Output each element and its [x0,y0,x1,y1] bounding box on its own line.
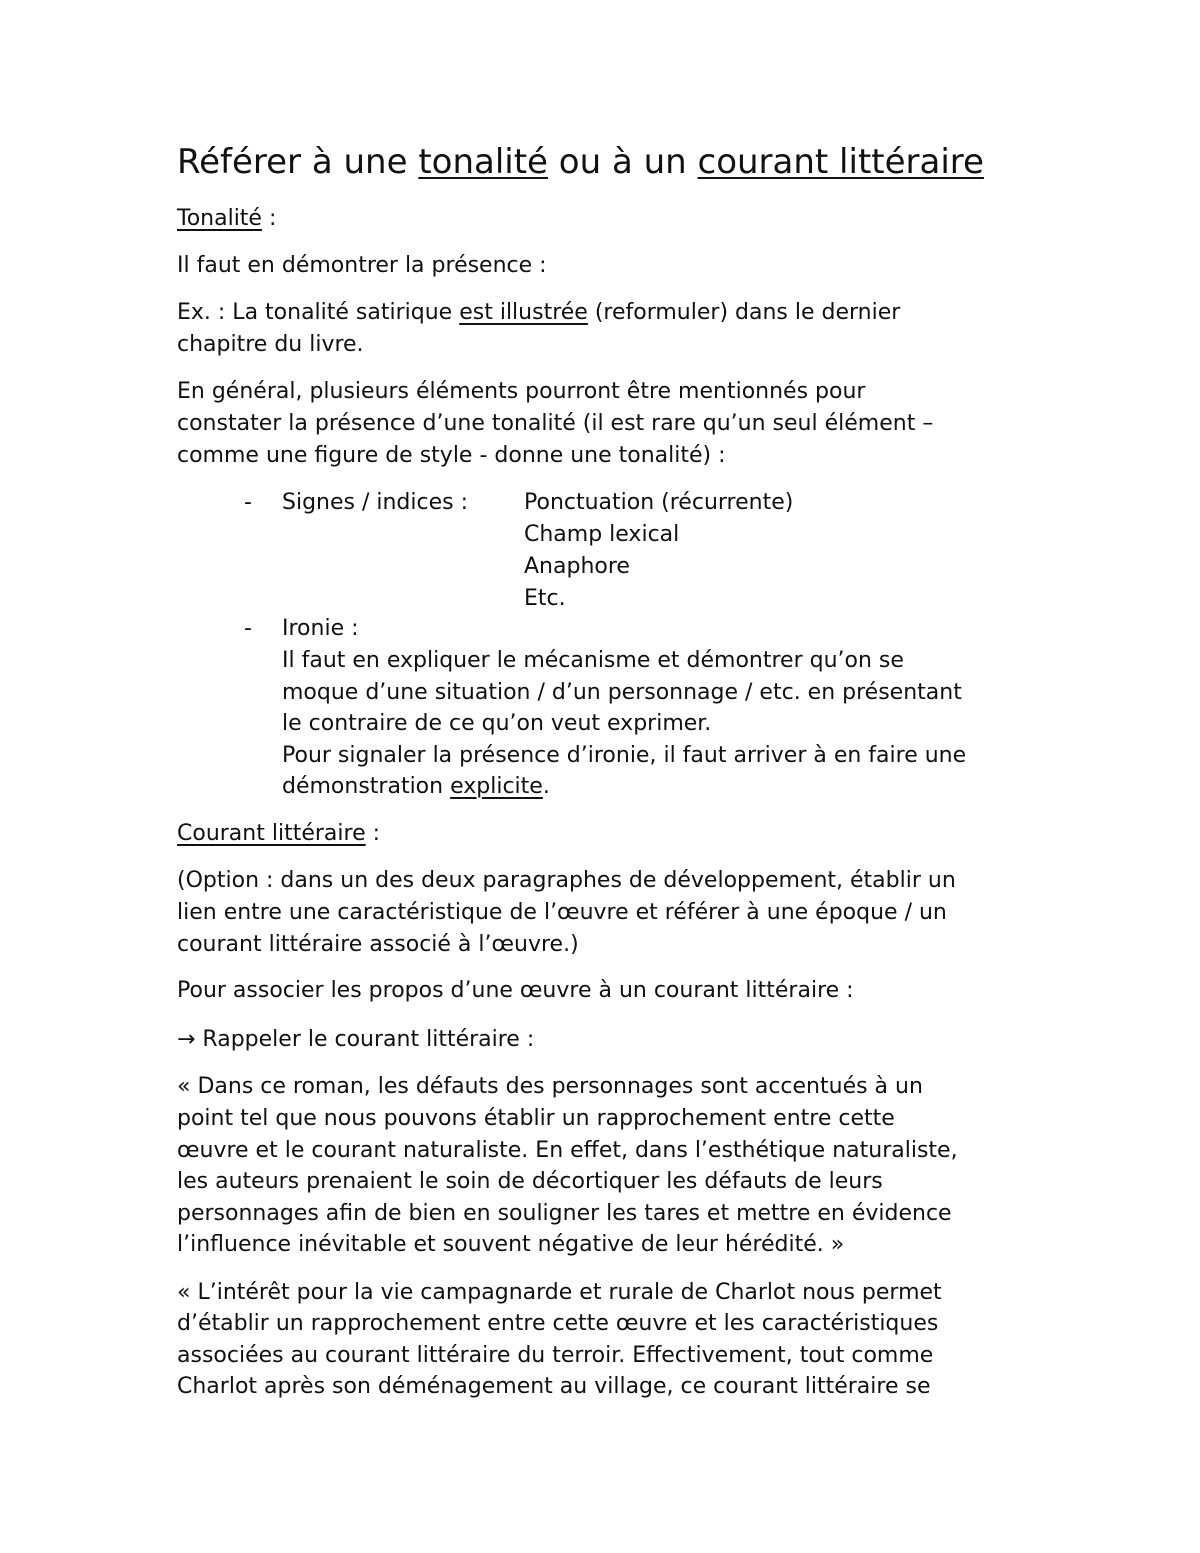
option-line: courant littéraire associé à l’œuvre.) [177,932,579,957]
title-part1: Référer à une [177,142,419,182]
ironie-line: Il faut en expliquer le mécanisme et démontrer qu’on se [282,648,904,673]
paragraph-general-line3: comme une figure de style - donne une tonalité) : [177,443,726,468]
ironie-last-pre: démonstration [282,774,451,799]
quote1-line: « Dans ce roman, les défauts des personnages sont accentués à un [177,1074,923,1099]
ironie-line: Pour signaler la présence d’ironie, il faut arriver à en faire une [282,743,967,768]
option-line: lien entre une caractéristique de l’œuvre et référer à une époque / un [177,900,947,925]
quote1-line: personnages afin de bien en souligner les tares et mettre en évidence [177,1201,952,1226]
heading-tonalite-label: Tonalité [177,206,262,231]
example-underlined: est illustrée [459,300,588,325]
quote2-line: Charlot après son déménagement au village, ce courant littéraire se [177,1374,931,1399]
signes-item: Champ lexical [524,522,680,547]
quote2-line: « L’intérêt pour la vie campagnarde et rurale de Charlot nous permet [177,1280,942,1305]
quote1-line: point tel que nous pouvons établir un rapprochement entre cette [177,1106,895,1131]
ironie-last-underlined: explicite [450,774,543,799]
signes-item: Etc. [524,586,566,611]
ironie-last-line [282,771,550,803]
bullet-label-signes: Signes / indices : [282,490,469,515]
option-line: (Option : dans un des deux paragraphes de développement, établir un [177,868,956,893]
heading-tonalite-suffix: : [261,206,277,231]
signes-item: Ponctuation (récurrente) [524,490,794,515]
quote1-line: œuvre et le courant naturaliste. En effet, dans l’esthétique naturaliste, [177,1138,958,1163]
quote1-line: l’influence inévitable et souvent négative de leur hérédité. » [177,1232,845,1257]
bullet-dash-ironie: - [244,616,252,641]
paragraph-presence: Il faut en démontrer la présence : [177,253,547,278]
paragraph-general-line1: En général, plusieurs éléments pourront être mentionnés pour [177,379,866,404]
example-post: (reformuler) dans le dernier [587,300,901,325]
ironie-last-post: . [542,774,550,799]
paragraph-example-line1 [177,297,1037,329]
heading-courant-label: Courant littéraire [177,821,366,846]
bullet-label-ironie: Ironie : [282,616,359,641]
quote2-line: d’établir un rapprochement entre cette œuvre et les caractéristiques [177,1311,939,1336]
quote2-line: associées au courant littéraire du terroir. Effectivement, tout comme [177,1343,934,1368]
section-heading-courant [177,818,1037,850]
paragraph-general-line2: constater la présence d’une tonalité (il est rare qu’un seul élément – [177,411,934,436]
section-heading-tonalite [177,203,1037,235]
title-tonalite: tonalité [418,142,548,182]
paragraph-rappeler: → Rappeler le courant littéraire : [177,1027,535,1052]
ironie-line: le contraire de ce qu’on veut exprimer. [282,711,712,736]
example-pre: Ex. : La tonalité satirique [177,300,460,325]
quote1-line: les auteurs prenaient le soin de décortiquer les défauts de leurs [177,1169,883,1194]
paragraph-example-line2: chapitre du livre. [177,332,364,357]
heading-courant-suffix: : [365,821,381,846]
bullet-dash-signes: - [244,490,252,515]
signes-item: Anaphore [524,554,630,579]
title-part2: ou à un [547,142,698,182]
paragraph-associer: Pour associer les propos d’une œuvre à un courant littéraire : [177,978,854,1003]
ironie-line: moque d’une situation / d’un personnage / etc. en présentant [282,680,962,705]
title-courant: courant littéraire [697,142,984,182]
page-title [177,140,1037,184]
